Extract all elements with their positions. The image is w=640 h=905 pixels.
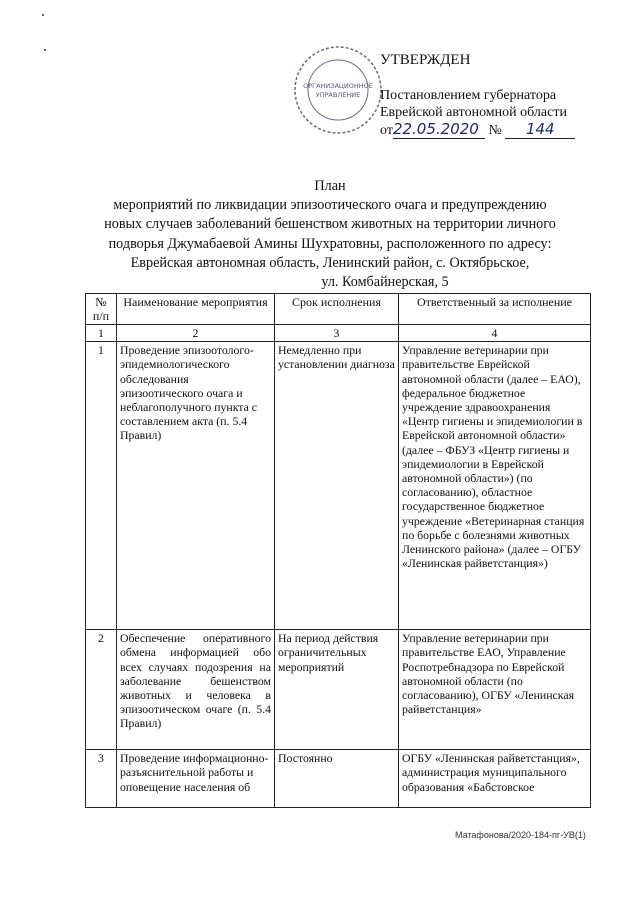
approval-line-1: Постановлением губернатора — [380, 88, 557, 103]
approval-title: УТВЕРЖДЕН — [380, 52, 471, 68]
heading-line: новых случаев заболеваний бешенством животных на территории личного — [104, 216, 556, 233]
row-responsible: Управление ветеринарии при правительстве ЕАО, Управление Роспотребнадзора по Еврейской автономной области (по согласованию), ОГБУ «Ленинская райветстанция» — [399, 630, 591, 750]
row-deadline: На период действия ограничительных мероприятий — [275, 630, 399, 750]
table-row — [86, 630, 591, 750]
scan-speck — [42, 14, 44, 16]
row-num: 1 — [86, 342, 117, 630]
row-deadline: Немедленно при установлении диагноза — [275, 342, 399, 630]
stamp-icon — [292, 44, 384, 136]
index-cell: 1 — [86, 325, 117, 342]
header-activity: Наименование мероприятия — [117, 294, 275, 325]
row-num: 3 — [86, 750, 117, 808]
scan-speck — [44, 49, 46, 51]
table-row — [86, 342, 591, 630]
row-activity: Проведение эпизоотолого-эпидемиологического обследования эпизоотического очага и неблагополучного пункта с составлением акта (п. 5.4 Правил) — [117, 342, 275, 630]
svg-text:ОРГАНИЗАЦИОННОЕ: ОРГАНИЗАЦИОННОЕ — [303, 82, 373, 90]
heading-line: ул. Комбайнерская, 5 — [321, 274, 449, 291]
row-responsible: ОГБУ «Ленинская райветстанция», администрация муниципального образования «Бабстовское — [399, 750, 591, 808]
table-header-row — [86, 294, 591, 325]
row-num: 2 — [86, 630, 117, 750]
index-cell: 3 — [275, 325, 399, 342]
svg-text:УПРАВЛЕНИЕ: УПРАВЛЕНИЕ — [315, 91, 361, 99]
number-sign: № — [488, 123, 502, 138]
index-cell: 4 — [399, 325, 591, 342]
row-activity: Обеспечение оперативного обмена информацией обо всех случаях подозрения на заболевание бешенством животных и человека в эпизоотическом очаге (п. 5.4 Правил) — [117, 630, 275, 750]
heading-line: Еврейская автономная область, Ленинский район, с. Октябрьское, — [130, 254, 530, 271]
approval-date: 22.05.2020 — [393, 121, 485, 139]
approval-line-2: Еврейской автономной области — [380, 105, 567, 120]
heading-line: подворья Джумабаевой Амины Шухратовны, расположенного по адресу: — [108, 235, 552, 252]
document-footer: Матафонова/2020-184-пг-УВ(1) — [455, 830, 586, 840]
row-activity: Проведение информационно-разъяснительной работы и оповещение населения об — [117, 750, 275, 808]
header-deadline: Срок исполнения — [275, 294, 399, 325]
heading-line: мероприятий по ликвидации эпизоотического очага и предупреждению — [113, 197, 547, 214]
approval-date-line — [380, 121, 575, 139]
index-cell: 2 — [117, 325, 275, 342]
approval-number: 144 — [505, 121, 575, 139]
approval-block — [380, 52, 575, 139]
table-index-row — [86, 325, 591, 342]
plan-heading — [50, 177, 610, 292]
plan-table — [85, 293, 591, 808]
row-deadline: Постоянно — [275, 750, 399, 808]
row-responsible: Управление ветеринарии при правительстве Еврейской автономной области (далее – ЕАО), федеральное бюджетное учреждение здравоохранения «Центр гигиены и эпидемиологии в Еврейской автономной области» (далее – ФБУЗ «Центр гигиены и эпидемиологии в Еврейской автономной области») (по согласованию), областное государственное бюджетное учреждение «Ветеринарная станция по борьбе с болезнями животных Ленинского района» (далее – ОГБУ «Ленинская райветстанция») — [399, 342, 591, 630]
date-prefix: от — [380, 123, 393, 138]
table-row — [86, 750, 591, 808]
heading-title: План — [314, 178, 346, 194]
header-responsible: Ответственный за исполнение — [399, 294, 591, 325]
header-num: № п/п — [86, 294, 117, 325]
